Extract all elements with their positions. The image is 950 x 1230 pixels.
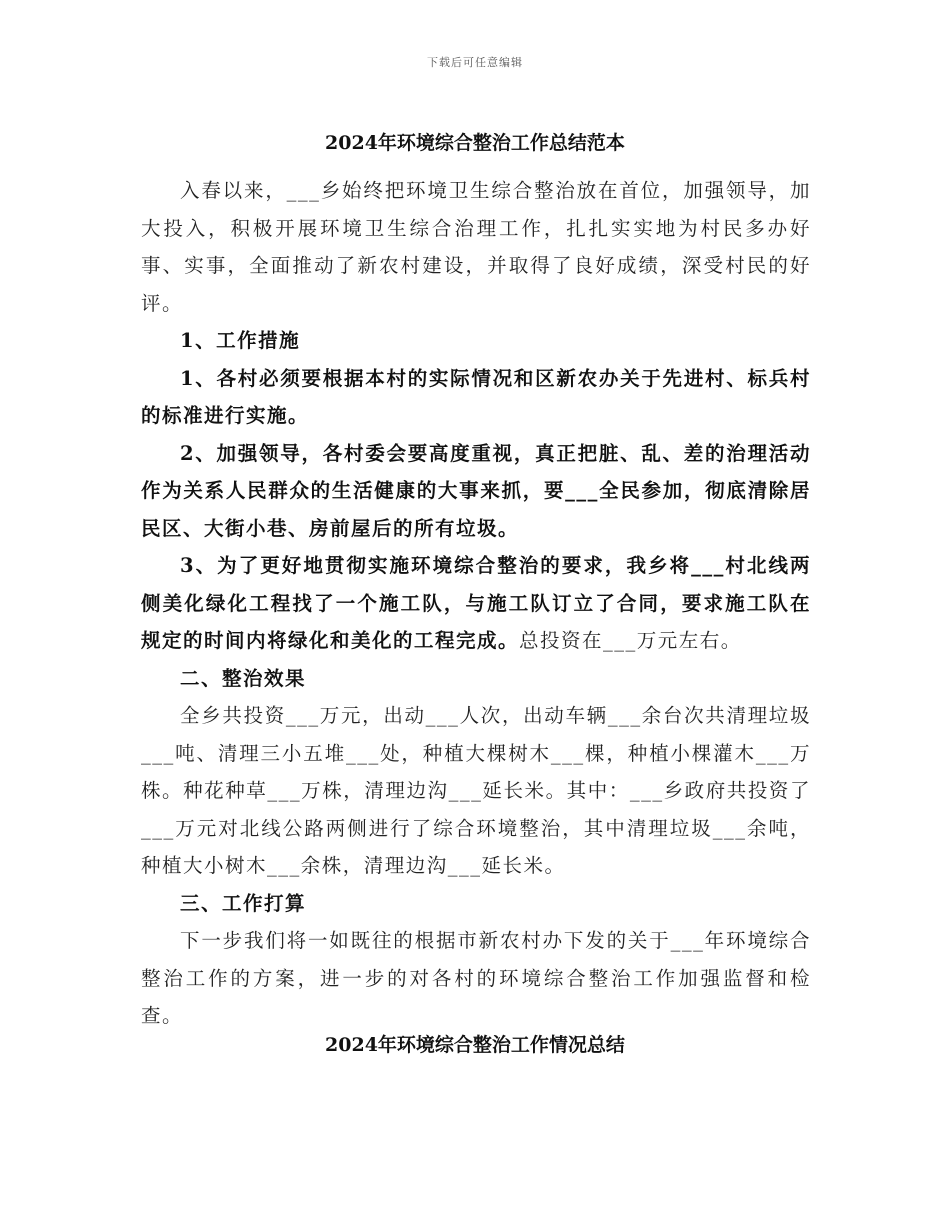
measure-item-2: 2、加强领导，各村委会要高度重视，真正把脏、乱、差的治理活动作为关系人民群众的生活健康的大事来抓，要___全民参加，彻底清除居民区、大街小巷、房前屋后的所有垃圾。: [141, 441, 811, 540]
section-heading-plans: 三、工作打算: [180, 891, 307, 915]
intro-paragraph: 入春以来，___乡始终把环境卫生综合整治放在首位，加强领导，加大投入，积极开展环境卫生综合治理工作，扎扎实实地为村民多办好事、实事，全面推动了新农村建设，并取得了良好成绩，深受村民的好评。: [141, 179, 811, 315]
header-note: 下载后可任意编辑: [427, 56, 523, 69]
section-heading-measures: 1、工作措施: [180, 329, 301, 352]
results-paragraph: 全乡共投资___万元，出动___人次，出动车辆___余台次共清理垃圾___吨、清理三小五堆___处，种植大棵树木___棵，种植小棵灌木___万株。种花种草___万株，清理边沟___延长米。其中：___乡政府共投资了___万元对北线公路两侧进行了综合环境整治，其中清理垃圾___余吨，种植大小树木___余株，清理边沟___延长米。: [141, 704, 811, 877]
plans-paragraph: 下一步我们将一如既往的根据市新农村办下发的关于___年环境综合整治工作的方案，进一步的对各村的环境综合整治工作加强监督和检查。: [141, 929, 811, 1027]
document-body: [141, 172, 811, 1035]
section-heading-results: 二、整治效果: [180, 666, 307, 690]
second-document-title: 2024年环境综合整治工作情况总结: [325, 1034, 625, 1056]
document-title: 2024年环境综合整治工作总结范本: [325, 132, 625, 154]
measure-item-3-tail: 总投资在___万元左右。: [519, 629, 742, 652]
measure-item-1: 1、各村必须要根据本村的实际情况和区新农办关于先进村、标兵村的标准进行实施。: [141, 366, 811, 427]
measure-item-3-bold: 3、为了更好地贯彻实施环境综合整治的要求，我乡将___村北线两侧美化绿化工程找了一个施工队，与施工队订立了合同，要求施工队在规定的时间内将绿化和美化的工程完成。: [141, 554, 811, 652]
measure-item-3: [141, 547, 811, 660]
